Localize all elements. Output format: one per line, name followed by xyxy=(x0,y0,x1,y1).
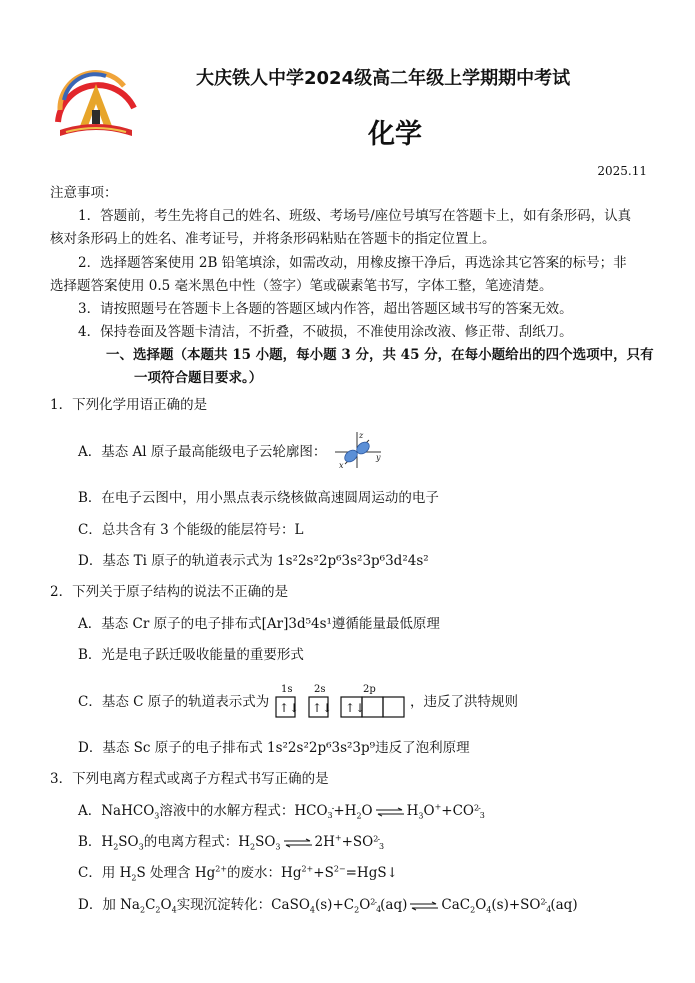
axis-z-label: z xyxy=(359,431,364,440)
exam-date: 2025.11 xyxy=(597,164,647,178)
axis-x-label: x xyxy=(339,461,344,470)
p-orbital-diagram xyxy=(331,430,383,470)
equilibrium-arrow xyxy=(283,838,313,848)
label-1s: 1s xyxy=(281,684,293,695)
question-2-stem: 2．下列关于原子结构的说法不正确的是 xyxy=(50,584,289,600)
q3-option-a: A．NaHCO$_3$溶液中的水解方程式：$HCO_3^-+H_2O$ $H_3O^++CO^{2-}_3$ xyxy=(78,802,484,821)
q2-option-d: D．基态 Sc 原子的电子排布式 1s²2s²2p⁶3s²3p⁹违反了泡利原理 xyxy=(78,740,470,756)
q2-option-b: B．光是电子跃迁吸收能量的重要形式 xyxy=(78,647,304,663)
q3-option-c: C．用 $H_2S$ 处理含 $Hg^{2+}$的废水：$Hg^{2+}+S^{2-}=HgS↓$ xyxy=(78,864,398,883)
notice-item: 核对条形码上的姓名、准考证号，并将条形码粘贴在答题卡的指定位置上。 xyxy=(50,231,496,247)
q1-option-c: C．总共含有 3 个能级的能层符号：L xyxy=(78,522,304,538)
notice-item: 3．请按照题号在答题卡上各题的答题区域内作答，超出答题区域书写的答案无效。 xyxy=(78,301,573,317)
q1-option-d: D．基态 Ti 原子的轨道表示式为 1s²2s²2p⁶3s²3p⁶3d²4s² xyxy=(78,553,429,569)
section-heading-cont: 一项符合题目要求。） xyxy=(134,370,263,386)
notice-heading: 注意事项： xyxy=(50,185,118,201)
school-logo xyxy=(50,66,142,142)
subject-title: 化学 xyxy=(368,119,422,150)
section-heading: 一、选择题（本题共 15 小题，每小题 3 分，共 45 分，在每小题给出的四个选项中，只有 xyxy=(106,347,654,363)
label-2p: 2p xyxy=(363,684,376,695)
q3-option-b: B．$H_2SO_3$的电离方程式：$H_2SO_3$ $2H^++SO^{2-}_3$ xyxy=(78,833,384,852)
q1-option-a: A．基态 Al 原子最高能级电子云轮廓图： xyxy=(78,444,327,460)
notice-item: 选择题答案使用 0.5 毫米黑色中性（签字）笔或碳素笔书写，字体工整，笔迹清楚。 xyxy=(50,278,553,294)
q2-option-a: A．基态 Cr 原子的电子排布式[Ar]3d⁵4s¹遵循能量最低原理 xyxy=(78,616,440,632)
notice-item: 4．保持卷面及答题卡清洁，不折叠，不破损，不准使用涂改液、修正带、刮纸刀。 xyxy=(78,324,573,340)
q1-option-b: B．在电子云图中，用小黑点表示绕核做高速圆周运动的电子 xyxy=(78,490,439,506)
notice-item: 2．选择题答案使用 2B 铅笔填涂，如需改动，用橡皮擦干净后，再选涂其它答案的标号；非 xyxy=(78,255,627,271)
equilibrium-arrow xyxy=(409,901,439,911)
q2-option-c-prefix: C．基态 C 原子的轨道表示式为 xyxy=(78,694,270,710)
axis-y-label: y xyxy=(376,453,381,462)
q3-option-d: D．加 $Na_2C_2O_4$实现沉淀转化：$CaSO_4(s)+C_2O^{2-}_4(aq)$ $CaC_2O_4(s)+SO^{2-}_4(aq)$ xyxy=(78,897,578,915)
orbital-box-diagram xyxy=(275,682,407,722)
arrow-pair-2p: ↑↓ xyxy=(345,701,366,715)
arrow-pair-2s: ↑↓ xyxy=(312,701,333,715)
label-2s: 2s xyxy=(314,684,326,695)
question-1-stem: 1．下列化学用语正确的是 xyxy=(50,397,208,413)
q2-option-c-suffix: ，违反了洪特规则 xyxy=(410,694,518,710)
notice-item: 1．答题前，考生先将自己的姓名、班级、考场号/座位号填写在答题卡上，如有条形码，认真 xyxy=(78,208,632,224)
equilibrium-arrow xyxy=(375,807,405,817)
question-3-stem: 3．下列电离方程式或离子方程式书写正确的是 xyxy=(50,771,329,787)
arrow-pair-1s: ↑↓ xyxy=(279,701,300,715)
exam-title: 大庆铁人中学2024级高二年级上学期期中考试 xyxy=(196,68,571,89)
